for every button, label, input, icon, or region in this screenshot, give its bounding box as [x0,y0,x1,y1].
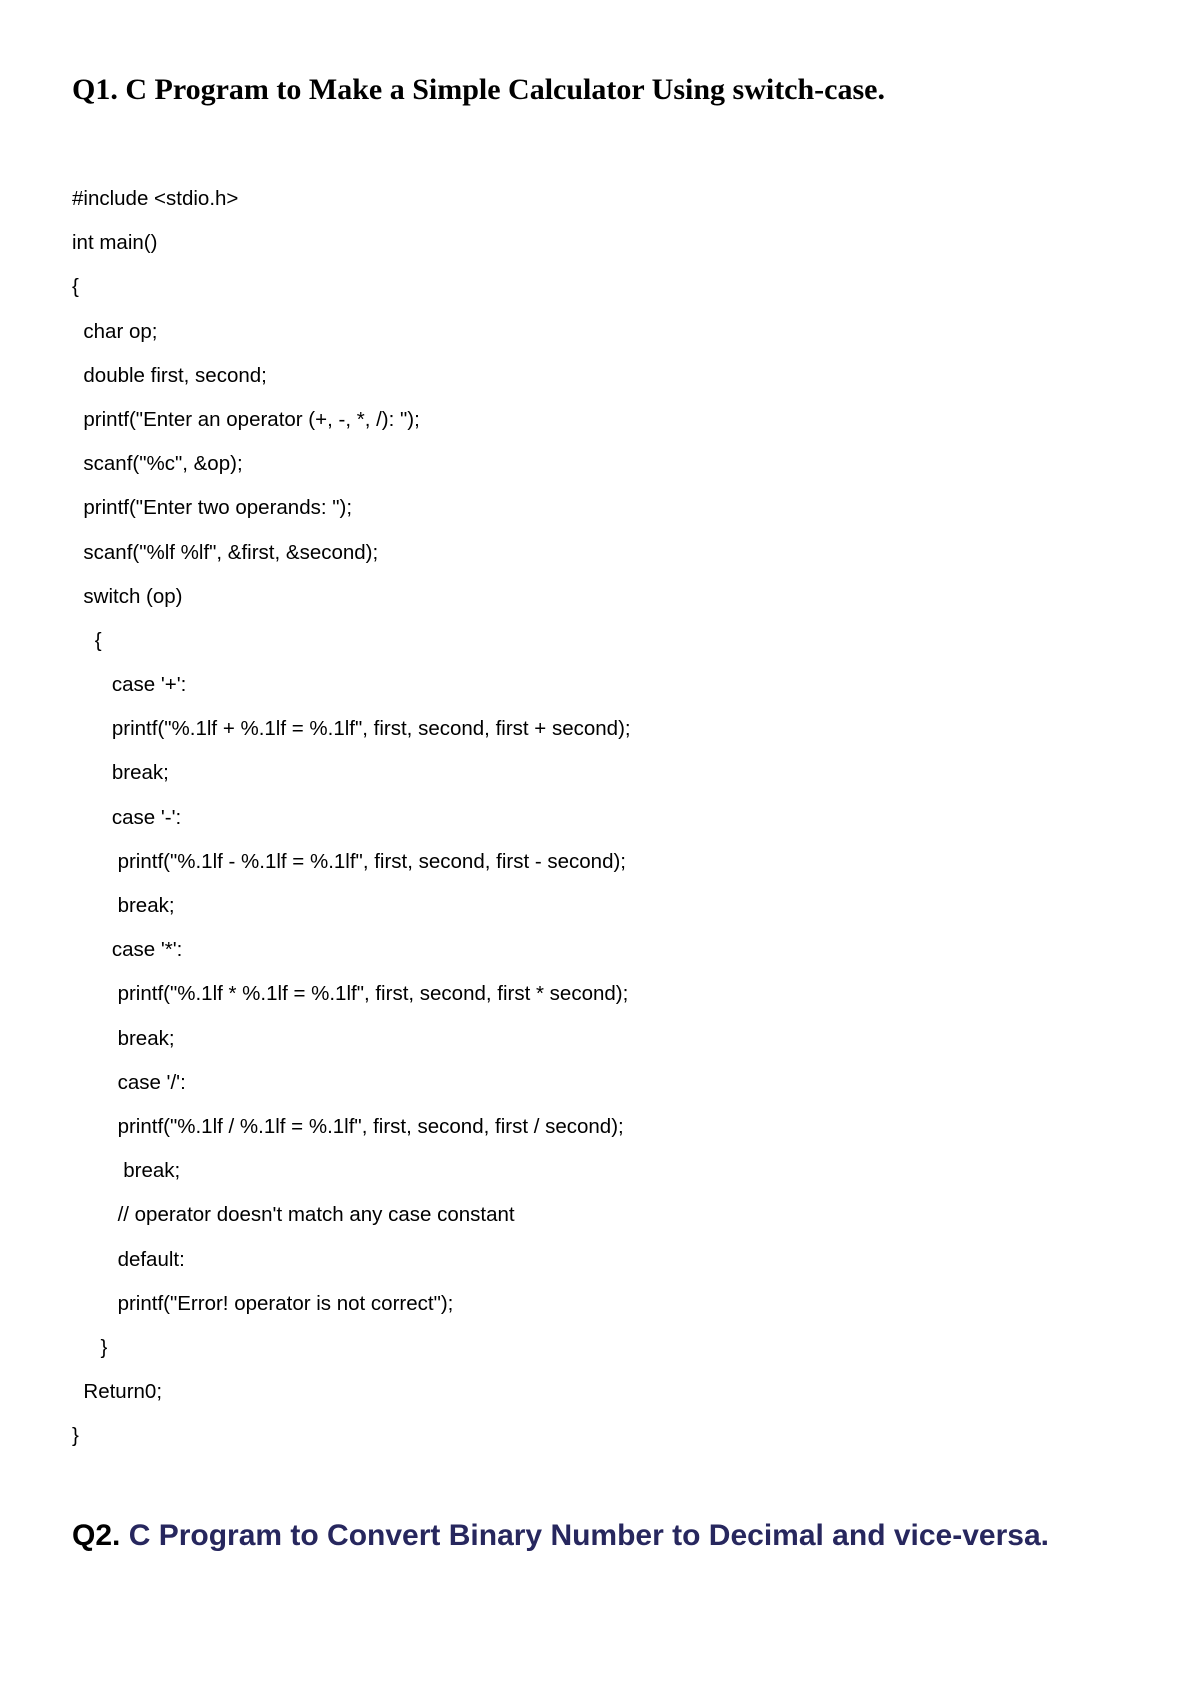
code-line: printf("Error! operator is not correct"); [72,1291,454,1315]
code-line: break; [72,1159,181,1183]
code-line: int main() [72,231,158,255]
code-line: double first, second; [72,363,267,387]
code-line: { [72,275,79,299]
code-line: default: [72,1247,185,1271]
code-line: printf("%.1lf + %.1lf = %.1lf", first, second, first + second); [72,717,631,741]
code-line: } [72,1335,108,1359]
code-line: printf("Enter two operands: "); [72,496,353,520]
code-line: printf("%.1lf - %.1lf = %.1lf", first, second, first - second); [72,849,626,873]
code-line: // operator doesn't match any case constant [72,1203,515,1227]
code-line: switch (op) [72,584,183,608]
code-listing [72,186,631,1467]
code-line: case '-': [72,805,182,829]
code-line: { [72,628,102,652]
code-line: case '*': [72,938,183,962]
code-line: break; [72,1026,175,1050]
code-line: #include <stdio.h> [72,187,239,210]
question-2-text: C Program to Convert Binary Number to Decimal and vice-versa. [128,1519,1049,1552]
code-line: printf("%.1lf * %.1lf = %.1lf", first, second, first * second); [72,982,629,1006]
question-2-heading [72,1518,1049,1554]
code-line: break; [72,894,175,917]
code-line: char op; [72,319,158,343]
code-line: case '+': [72,673,187,697]
code-line: case '/': [72,1070,186,1094]
code-line: break; [72,761,169,785]
question-2-number: Q2. [72,1519,121,1552]
question-1-heading: Q1. C Program to Make a Simple Calculator Using switch-case. [72,73,885,106]
code-line: Return0; [72,1380,163,1404]
code-line: scanf("%c", &op); [72,452,243,476]
code-line: printf("%.1lf / %.1lf = %.1lf", first, second, first / second); [72,1114,624,1138]
code-line: } [72,1424,79,1448]
code-line: scanf("%lf %lf", &first, &second); [72,540,379,564]
code-line: printf("Enter an operator (+, -, *, /): "); [72,407,420,431]
